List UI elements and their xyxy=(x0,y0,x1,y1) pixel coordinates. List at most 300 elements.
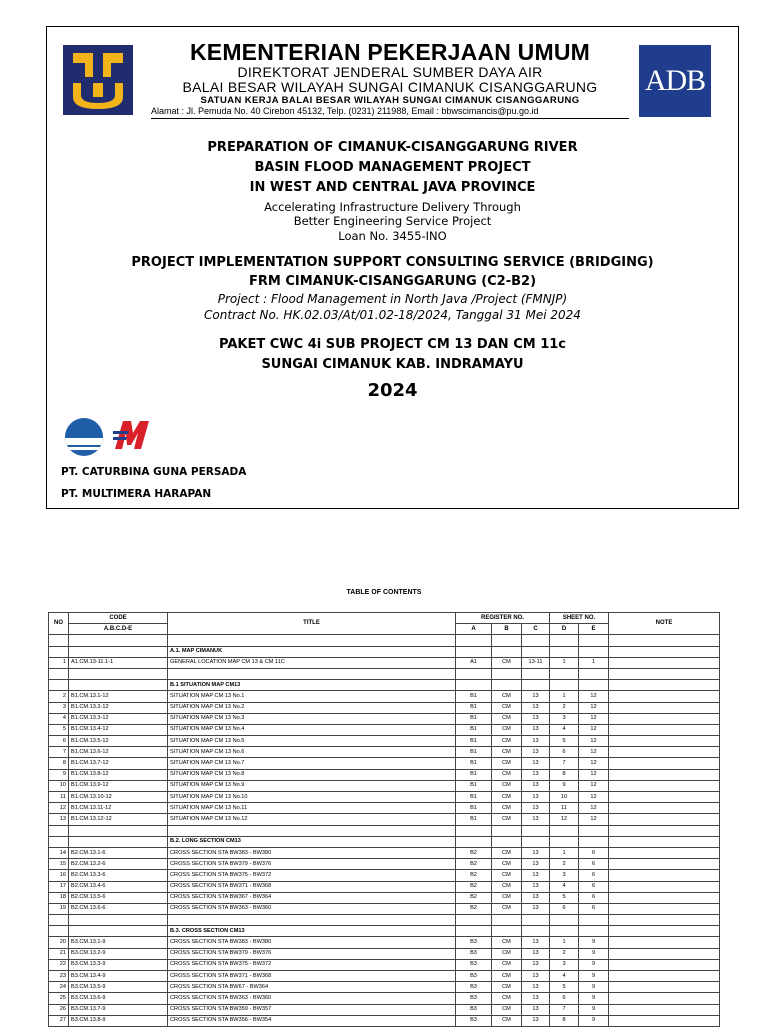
table-row xyxy=(49,803,720,814)
toc-cell-b: CM xyxy=(492,736,522,747)
toc-cell-note xyxy=(609,769,720,780)
toc-cell-note xyxy=(609,836,720,847)
toc-cell-no: 19 xyxy=(49,903,69,914)
toc-cell-a xyxy=(456,668,492,679)
toc-cell-title: CROSS SECTION STA BW356 - BW354 xyxy=(168,1015,456,1026)
toc-cell-b xyxy=(492,825,522,836)
toc-cell-e: 9 xyxy=(579,959,609,970)
toc-cell-c: 13 xyxy=(522,993,550,1004)
toc-cell-title: CROSS SECTION STA BW375 - BW372 xyxy=(168,959,456,970)
toc-cell-note xyxy=(609,1004,720,1015)
table-row xyxy=(49,792,720,803)
toc-cell-e: 6 xyxy=(579,870,609,881)
toc-cell-note xyxy=(609,724,720,735)
toc-cell-b xyxy=(492,646,522,657)
toc-cell-b xyxy=(492,915,522,926)
toc-cell-code xyxy=(69,635,168,646)
toc-cell-title: CROSS SECTION STA BW363 - BW360 xyxy=(168,993,456,1004)
toc-cell-e: 6 xyxy=(579,881,609,892)
toc-cell-b: CM xyxy=(492,792,522,803)
toc-cell-b: CM xyxy=(492,847,522,858)
pu-logo-icon xyxy=(63,45,133,115)
toc-cell-d xyxy=(550,825,579,836)
toc-cell-a xyxy=(456,635,492,646)
toc-cell-code: B3.CM.13.1-9 xyxy=(69,937,168,948)
toc-cell-d: 4 xyxy=(550,881,579,892)
toc-cell-no xyxy=(49,926,69,937)
toc-cell-d: 10 xyxy=(550,792,579,803)
toc-spacer-row xyxy=(49,915,720,926)
toc-cell-no: 3 xyxy=(49,702,69,713)
table-row xyxy=(49,1015,720,1026)
toc-cell-note xyxy=(609,915,720,926)
toc-cell-c: 13 xyxy=(522,780,550,791)
toc-cell-c: 13 xyxy=(522,937,550,948)
toc-cell-code: B3.CM.13.4-9 xyxy=(69,971,168,982)
toc-cell-a xyxy=(456,836,492,847)
toc-cell-e: 12 xyxy=(579,747,609,758)
toc-cell-d: 2 xyxy=(550,859,579,870)
toc-cell-code: B2.CM.13.6-6 xyxy=(69,903,168,914)
toc-cell-c: 13 xyxy=(522,903,550,914)
toc-section-row xyxy=(49,926,720,937)
toc-cell-b: CM xyxy=(492,982,522,993)
toc-cell-b: CM xyxy=(492,713,522,724)
toc-cell-d: 9 xyxy=(550,780,579,791)
toc-cell-d xyxy=(550,836,579,847)
toc-cell-d: 2 xyxy=(550,948,579,959)
toc-cell-code xyxy=(69,646,168,657)
toc-cell-code: B1.CM.13.7-12 xyxy=(69,758,168,769)
toc-cell-d: 6 xyxy=(550,993,579,1004)
project-year: 2024 xyxy=(367,380,418,401)
toc-cell-no: 8 xyxy=(49,758,69,769)
toc-cell-no xyxy=(49,836,69,847)
toc-cell-d: 1 xyxy=(550,691,579,702)
toc-cell-a: B1 xyxy=(456,814,492,825)
toc-cell-no: 11 xyxy=(49,792,69,803)
toc-cell-c: 13 xyxy=(522,1004,550,1015)
toc-cell-title: B.2. LONG SECTION CM13 xyxy=(168,836,456,847)
toc-cell-c xyxy=(522,915,550,926)
toc-cell-a xyxy=(456,915,492,926)
toc-cell-e: 12 xyxy=(579,724,609,735)
toc-cell-no: 9 xyxy=(49,769,69,780)
toc-cell-b: CM xyxy=(492,859,522,870)
toc-cell-no xyxy=(49,680,69,691)
toc-cell-title: A.1. MAP CIMANUK xyxy=(168,646,456,657)
toc-section-row xyxy=(49,646,720,657)
toc-cell-note xyxy=(609,948,720,959)
toc-cell-d: 5 xyxy=(550,892,579,903)
project-title-line-3: IN WEST AND CENTRAL JAVA PROVINCE xyxy=(249,180,536,195)
toc-cell-d xyxy=(550,668,579,679)
toc-cell-e: 9 xyxy=(579,1015,609,1026)
caturbina-logo-icon xyxy=(65,418,103,456)
company-2: PT. MULTIMERA HARAPAN xyxy=(61,488,212,500)
toc-cell-note xyxy=(609,903,720,914)
toc-cell-no: 24 xyxy=(49,982,69,993)
toc-cell-e: 9 xyxy=(579,993,609,1004)
toc-cell-e: 1 xyxy=(579,657,609,668)
toc-cell-title: SITUATION MAP CM 13 No.9 xyxy=(168,780,456,791)
toc-cell-code xyxy=(69,668,168,679)
project-title-line-1: PREPARATION OF CIMANUK-CISANGGARUNG RIVER xyxy=(207,140,578,155)
toc-cell-title: CROSS SECTION STA BW67 - BW364 xyxy=(168,982,456,993)
toc-cell-code: B3.CM.13.6-9 xyxy=(69,993,168,1004)
toc-cell-no xyxy=(49,635,69,646)
col-header-code: CODE xyxy=(69,613,168,624)
contract-line: Contract No. HK.02.03/At/01.02-18/2024, Tanggal 31 Mei 2024 xyxy=(204,308,581,322)
toc-cell-c xyxy=(522,646,550,657)
toc-cell-b: CM xyxy=(492,870,522,881)
toc-section-row xyxy=(49,680,720,691)
toc-cell-note xyxy=(609,825,720,836)
toc-cell-c: 13 xyxy=(522,948,550,959)
toc-cell-note xyxy=(609,680,720,691)
toc-cell-title: CROSS SECTION STA BW379 - BW376 xyxy=(168,859,456,870)
col-header-title: TITLE xyxy=(168,613,456,635)
toc-cell-a: B3 xyxy=(456,937,492,948)
toc-cell-code: B1.CM.13.1-12 xyxy=(69,691,168,702)
letterhead xyxy=(151,41,629,119)
toc-cell-b: CM xyxy=(492,971,522,982)
toc-cell-title xyxy=(168,635,456,646)
toc-cell-title: CROSS SECTION STA BW367 - BW364 xyxy=(168,892,456,903)
toc-cell-no: 17 xyxy=(49,881,69,892)
toc-cell-note xyxy=(609,993,720,1004)
table-row xyxy=(49,959,720,970)
toc-cell-e: 9 xyxy=(579,937,609,948)
toc-title: TABLE OF CONTENTS xyxy=(346,589,422,596)
toc-cell-a: B3 xyxy=(456,1004,492,1015)
toc-cell-b: CM xyxy=(492,937,522,948)
toc-cell-c: 13 xyxy=(522,724,550,735)
toc-body xyxy=(49,635,720,1027)
toc-cell-c: 13 xyxy=(522,814,550,825)
toc-cell-c xyxy=(522,668,550,679)
toc-cell-b: CM xyxy=(492,780,522,791)
toc-cell-d: 8 xyxy=(550,1015,579,1026)
toc-cell-title: SITUATION MAP CM 13 No.8 xyxy=(168,769,456,780)
toc-cell-c: 13 xyxy=(522,847,550,858)
toc-cell-a: B2 xyxy=(456,892,492,903)
toc-cell-e: 12 xyxy=(579,814,609,825)
toc-cell-d xyxy=(550,646,579,657)
toc-cell-title: CROSS SECTION STA BW363 - BW360 xyxy=(168,903,456,914)
toc-cell-e: 12 xyxy=(579,736,609,747)
toc-cell-code: B1.CM.13.11-12 xyxy=(69,803,168,814)
table-row xyxy=(49,780,720,791)
toc-cell-c: 13 xyxy=(522,959,550,970)
toc-cell-note xyxy=(609,814,720,825)
table-row xyxy=(49,747,720,758)
toc-cell-d xyxy=(550,915,579,926)
toc-cell-d xyxy=(550,926,579,937)
toc-cell-note xyxy=(609,803,720,814)
toc-cell-e xyxy=(579,680,609,691)
toc-cell-e xyxy=(579,825,609,836)
table-row xyxy=(49,892,720,903)
toc-cell-c: 13 xyxy=(522,736,550,747)
toc-cell-no: 14 xyxy=(49,847,69,858)
toc-cell-c: 13-11 xyxy=(522,657,550,668)
toc-cell-note xyxy=(609,892,720,903)
paket-line-1: PAKET CWC 4i SUB PROJECT CM 13 DAN CM 11c xyxy=(219,337,566,352)
toc-cell-b: CM xyxy=(492,724,522,735)
toc-cell-note xyxy=(609,959,720,970)
toc-cell-a: B1 xyxy=(456,724,492,735)
toc-cell-code: B1.CM.13.8-12 xyxy=(69,769,168,780)
toc-cell-d: 1 xyxy=(550,937,579,948)
toc-cell-b xyxy=(492,836,522,847)
toc-cell-title: CROSS SECTION STA BW379 - BW376 xyxy=(168,948,456,959)
toc-cell-e xyxy=(579,635,609,646)
toc-cell-title: CROSS SECTION STA BW383 - BW380 xyxy=(168,847,456,858)
toc-cell-d xyxy=(550,680,579,691)
toc-cell-no: 23 xyxy=(49,971,69,982)
toc-cell-code: B1.CM.13.10-12 xyxy=(69,792,168,803)
toc-cell-a: B1 xyxy=(456,702,492,713)
table-row xyxy=(49,736,720,747)
toc-cell-note xyxy=(609,847,720,858)
toc-cell-code: B2.CM.13.2-6 xyxy=(69,859,168,870)
toc-cell-e: 12 xyxy=(579,780,609,791)
col-header-note: NOTE xyxy=(609,613,720,635)
toc-cell-a: B3 xyxy=(456,1015,492,1026)
toc-cell-a: B3 xyxy=(456,948,492,959)
toc-cell-e: 12 xyxy=(579,758,609,769)
toc-cell-b: CM xyxy=(492,903,522,914)
toc-cell-title: GENERAL LOCATION MAP CM 13 & CM 11C xyxy=(168,657,456,668)
table-row xyxy=(49,713,720,724)
project-title-line-2: BASIN FLOOD MANAGEMENT PROJECT xyxy=(254,160,531,175)
toc-cell-d: 5 xyxy=(550,736,579,747)
toc-cell-a xyxy=(456,926,492,937)
table-row xyxy=(49,903,720,914)
toc-cell-no xyxy=(49,915,69,926)
toc-cell-a: B3 xyxy=(456,982,492,993)
toc-cell-note xyxy=(609,668,720,679)
subtitle-line-1: Accelerating Infrastructure Delivery Through xyxy=(264,200,521,214)
satker-name: SATUAN KERJA BALAI BESAR WILAYAH SUNGAI CIMANUK CISANGGARUNG xyxy=(200,95,580,106)
toc-cell-title: SITUATION MAP CM 13 No.2 xyxy=(168,702,456,713)
toc-cell-note xyxy=(609,926,720,937)
toc-cell-no: 20 xyxy=(49,937,69,948)
toc-section-row xyxy=(49,836,720,847)
toc-cell-no: 6 xyxy=(49,736,69,747)
toc-cell-code: B2.CM.13.3-6 xyxy=(69,870,168,881)
toc-cell-title: SITUATION MAP CM 13 No.1 xyxy=(168,691,456,702)
toc-cell-title: CROSS SECTION STA BW371 - BW368 xyxy=(168,971,456,982)
toc-cell-c xyxy=(522,836,550,847)
toc-cell-title: SITUATION MAP CM 13 No.6 xyxy=(168,747,456,758)
toc-cell-c: 13 xyxy=(522,881,550,892)
toc-cell-code: B1.CM.13.9-12 xyxy=(69,780,168,791)
toc-cell-b: CM xyxy=(492,948,522,959)
toc-cell-c xyxy=(522,635,550,646)
toc-cell-b xyxy=(492,668,522,679)
toc-cell-c xyxy=(522,825,550,836)
table-row xyxy=(49,702,720,713)
toc-cell-d xyxy=(550,635,579,646)
paket-line-2: SUNGAI CIMANUK KAB. INDRAMAYU xyxy=(261,357,524,372)
toc-cell-b: CM xyxy=(492,803,522,814)
toc-cell-c: 13 xyxy=(522,870,550,881)
toc-cell-note xyxy=(609,657,720,668)
toc-cell-title: CROSS SECTION STA BW359 - BW357 xyxy=(168,1004,456,1015)
toc-cell-no: 16 xyxy=(49,870,69,881)
col-header-e: E xyxy=(579,624,609,635)
toc-cell-c: 13 xyxy=(522,892,550,903)
toc-cell-e: 12 xyxy=(579,702,609,713)
toc-cell-note xyxy=(609,758,720,769)
toc-cell-e: 6 xyxy=(579,859,609,870)
toc-cell-no: 21 xyxy=(49,948,69,959)
toc-cell-note xyxy=(609,747,720,758)
toc-cell-a: B1 xyxy=(456,691,492,702)
table-row xyxy=(49,993,720,1004)
toc-cell-d: 11 xyxy=(550,803,579,814)
toc-cell-no: 7 xyxy=(49,747,69,758)
multimera-logo-icon xyxy=(113,419,155,451)
loan-number: Loan No. 3455-INO xyxy=(338,229,447,243)
table-row xyxy=(49,881,720,892)
table-row xyxy=(49,814,720,825)
toc-cell-note xyxy=(609,713,720,724)
toc-cell-no: 25 xyxy=(49,993,69,1004)
toc-cell-title: SITUATION MAP CM 13 No.10 xyxy=(168,792,456,803)
toc-cell-a xyxy=(456,825,492,836)
toc-cell-c: 13 xyxy=(522,859,550,870)
toc-cell-title: CROSS SECTION STA BW375 - BW372 xyxy=(168,870,456,881)
table-row xyxy=(49,769,720,780)
toc-cell-b: CM xyxy=(492,892,522,903)
col-header-d: D xyxy=(550,624,579,635)
toc-cell-no: 13 xyxy=(49,814,69,825)
table-row xyxy=(49,937,720,948)
toc-cell-no: 22 xyxy=(49,959,69,970)
toc-cell-a: B2 xyxy=(456,870,492,881)
table-row xyxy=(49,971,720,982)
toc-cell-c: 13 xyxy=(522,971,550,982)
toc-cell-a xyxy=(456,680,492,691)
toc-cell-no xyxy=(49,646,69,657)
toc-cell-e xyxy=(579,836,609,847)
toc-cell-note xyxy=(609,881,720,892)
toc-cell-d: 1 xyxy=(550,847,579,858)
toc-cell-code: B3.CM.13.5-9 xyxy=(69,982,168,993)
toc-cell-no: 4 xyxy=(49,713,69,724)
toc-cell-title xyxy=(168,825,456,836)
table-row xyxy=(49,657,720,668)
toc-cell-code xyxy=(69,680,168,691)
toc-cell-note xyxy=(609,982,720,993)
toc-cell-code: B2.CM.13.5-6 xyxy=(69,892,168,903)
toc-cell-e: 12 xyxy=(579,713,609,724)
toc-cell-no xyxy=(49,825,69,836)
toc-cell-d: 8 xyxy=(550,769,579,780)
toc-cell-b: CM xyxy=(492,657,522,668)
toc-spacer-row xyxy=(49,668,720,679)
letterhead-rule xyxy=(151,118,629,119)
toc-spacer-row xyxy=(49,825,720,836)
toc-cell-a: A1 xyxy=(456,657,492,668)
toc-cell-c: 13 xyxy=(522,769,550,780)
toc-cell-d: 4 xyxy=(550,724,579,735)
toc-cell-a: B3 xyxy=(456,959,492,970)
toc-cell-b: CM xyxy=(492,814,522,825)
ministry-name: KEMENTERIAN PEKERJAAN UMUM xyxy=(189,39,591,65)
toc-cell-note xyxy=(609,635,720,646)
toc-cell-a: B1 xyxy=(456,780,492,791)
toc-cell-code: B2.CM.13.4-6 xyxy=(69,881,168,892)
toc-cell-note xyxy=(609,736,720,747)
toc-cell-b xyxy=(492,635,522,646)
toc-cell-code: A1.CM.13-11.1-1 xyxy=(69,657,168,668)
toc-cell-d: 3 xyxy=(550,713,579,724)
toc-cell-c: 13 xyxy=(522,758,550,769)
toc-cell-e: 6 xyxy=(579,903,609,914)
toc-cell-c: 13 xyxy=(522,713,550,724)
toc-cell-note xyxy=(609,971,720,982)
toc-cell-code: B3.CM.13.7-9 xyxy=(69,1004,168,1015)
toc-cell-b: CM xyxy=(492,993,522,1004)
toc-cell-title: SITUATION MAP CM 13 No.11 xyxy=(168,803,456,814)
toc-cell-b: CM xyxy=(492,769,522,780)
table-row xyxy=(49,758,720,769)
toc-cell-title: B.3. CROSS SECTION CM13 xyxy=(168,926,456,937)
toc-cell-b: CM xyxy=(492,747,522,758)
col-header-sheet: SHEET NO. xyxy=(550,613,609,624)
toc-cell-a: B1 xyxy=(456,713,492,724)
subtitle-line-2: Better Engineering Service Project xyxy=(293,214,492,228)
toc-cell-e: 6 xyxy=(579,892,609,903)
toc-cell-b xyxy=(492,680,522,691)
toc-cell-title xyxy=(168,668,456,679)
toc-cell-a: B1 xyxy=(456,758,492,769)
toc-cell-c: 13 xyxy=(522,747,550,758)
toc-cell-code xyxy=(69,836,168,847)
toc-cell-e: 9 xyxy=(579,982,609,993)
table-row xyxy=(49,724,720,735)
address-line: Alamat : Jl. Pemuda No. 40 Cirebon 45132, Telp. (0231) 211988, Email : bbwscimancis@pu.go.id xyxy=(151,105,539,116)
toc-cell-b: CM xyxy=(492,1015,522,1026)
toc-cell-d: 7 xyxy=(550,758,579,769)
toc-cell-note xyxy=(609,937,720,948)
toc-cell-b: CM xyxy=(492,758,522,769)
toc-cell-c: 13 xyxy=(522,792,550,803)
toc-cell-title: SITUATION MAP CM 13 No.12 xyxy=(168,814,456,825)
toc-cell-title: CROSS SECTION STA BW371 - BW368 xyxy=(168,881,456,892)
toc-cell-c: 13 xyxy=(522,982,550,993)
toc-cell-b: CM xyxy=(492,702,522,713)
toc-cell-note xyxy=(609,691,720,702)
toc-cell-no: 2 xyxy=(49,691,69,702)
directorate-name: DIREKTORAT JENDERAL SUMBER DAYA AIR xyxy=(237,64,543,80)
toc-cell-note xyxy=(609,870,720,881)
toc-cell-a: B2 xyxy=(456,903,492,914)
toc-cell-code: B3.CM.13.8-9 xyxy=(69,1015,168,1026)
toc-cell-d: 3 xyxy=(550,959,579,970)
toc-cell-note xyxy=(609,702,720,713)
toc-cell-a: B3 xyxy=(456,993,492,1004)
toc-cell-e: 12 xyxy=(579,803,609,814)
table-row xyxy=(49,982,720,993)
toc-cell-no: 10 xyxy=(49,780,69,791)
toc-cell-code: B1.CM.13.5-12 xyxy=(69,736,168,747)
toc-cell-d: 7 xyxy=(550,1004,579,1015)
